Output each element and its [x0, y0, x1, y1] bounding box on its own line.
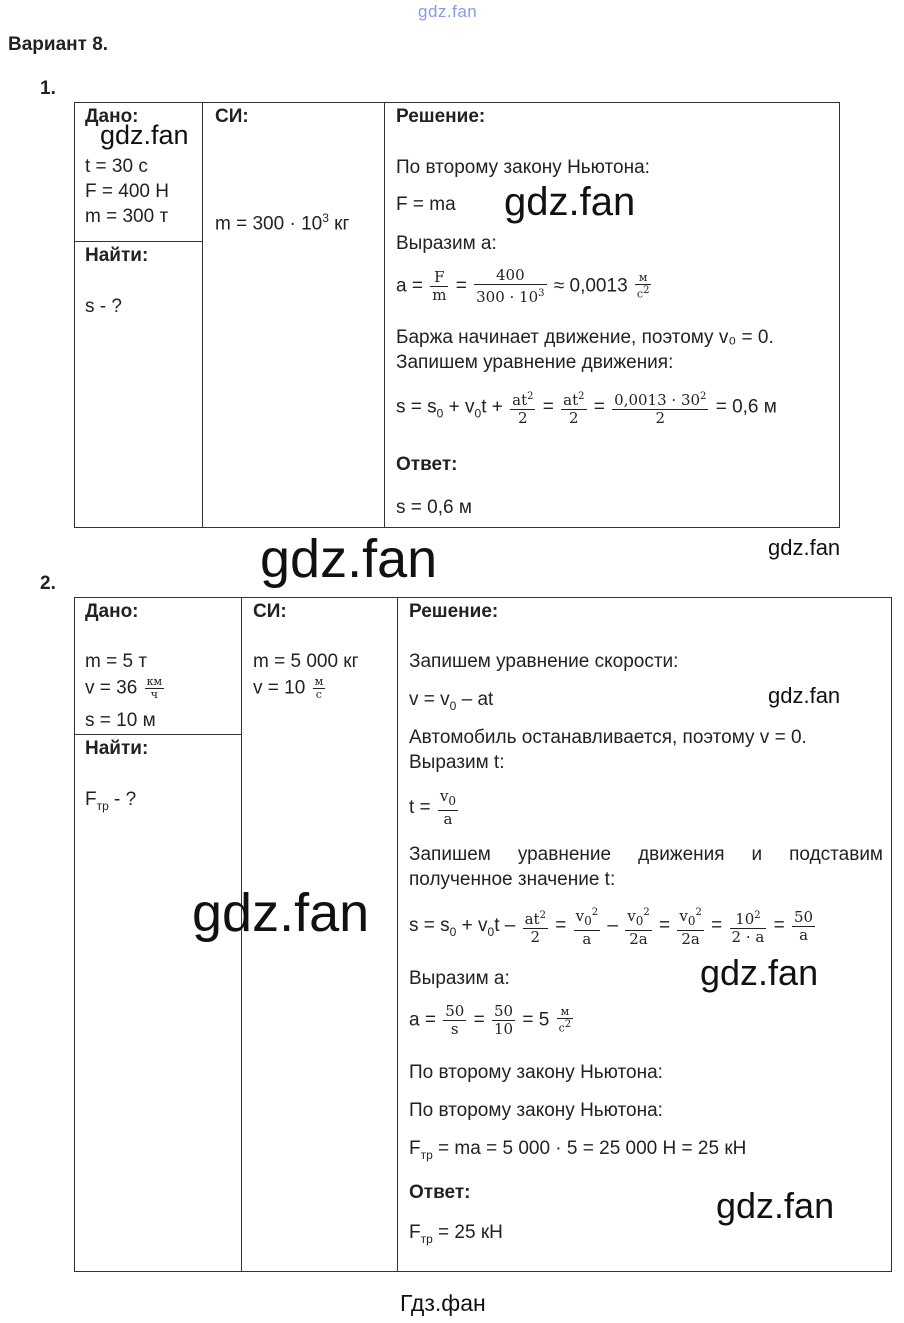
answer-value: s = 0,6 м: [396, 497, 472, 518]
given-value: v = 36 $\frac{км}{ч}$: [85, 675, 163, 701]
si-value: m = 5 000 кг: [253, 651, 359, 672]
solution-header: Решение:: [396, 106, 486, 127]
watermark-top: gdz.fan: [418, 2, 478, 21]
solution-line: Баржа начинает движение, поэтому v₀ = 0.: [396, 327, 774, 348]
given-value: s = 10 м: [85, 710, 156, 731]
problem-2-number: 2.: [40, 573, 56, 594]
footer-watermark: Гдз.фан: [400, 1290, 486, 1316]
watermark: gdz.fan: [716, 1185, 835, 1226]
find-header: Найти:: [85, 738, 149, 759]
formula-motion: $s = s_0 + v_0t$ – $\frac{at^2}{2}$ = $\frac{v_0^2}{a}$ – $\frac{v_0^2}{2a}$ = $\frac{v_0^2}{2a}$ = $\frac{10^2}{2 \cdot a}$ = $\frac{50}{a}$: [409, 904, 817, 948]
answer-header: Ответ:: [396, 454, 458, 475]
watermark: gdz.fan: [768, 683, 841, 708]
formula-acceleration: a = $\frac{F}{m}$ = $\frac{400}{300 \cdot 10^3}$ ≈ 0,0013 $\frac{м}{с^2}$: [396, 266, 650, 306]
formula-motion: $s = s_0 + v_0t$ + $\frac{at^2}{2}$ = $\frac{at^2}{2}$ = $\frac{0,0013 \cdot 30^2}{2}$ = 0,6 м: [396, 388, 777, 427]
find-value: s - ?: [85, 296, 122, 317]
given-value: t = 30 с: [85, 156, 148, 177]
formula-time: t = $\frac{v_0}{a}$: [409, 787, 457, 828]
watermark: gdz.fan: [768, 535, 841, 560]
solution-line: $F_{тр}$ = ma = 5 000 · 5 = 25 000 Н = 25 кН: [409, 1138, 747, 1162]
solution-line: F = ma: [396, 194, 456, 215]
answer-header: Ответ:: [409, 1182, 471, 1203]
given-header: Дано:: [85, 601, 139, 622]
solution-header: Решение:: [409, 601, 499, 622]
formula-acceleration: a = $\frac{50}{s}$ = $\frac{50}{10}$ = 5 $\frac{м}{с^2}$: [409, 1002, 572, 1038]
find-header: Найти:: [85, 245, 149, 266]
variant-title: Вариант 8.: [8, 34, 109, 55]
si-header: СИ:: [253, 601, 287, 622]
solution-line: Автомобиль останавливается, поэтому v = 0.: [409, 727, 807, 748]
problem-1-number: 1.: [40, 78, 56, 99]
solution-line: Выразим a:: [396, 233, 497, 254]
solution-line: По второму закону Ньютона:: [396, 157, 650, 178]
solution-line: Выразим t:: [409, 752, 505, 773]
solution-line: Запишем уравнение движения и подставим: [409, 844, 883, 865]
solution-line: $v = v_0$ – at: [409, 689, 494, 713]
watermark: gdz.fan: [700, 952, 819, 993]
given-value: m = 5 т: [85, 651, 148, 672]
given-header: Дано:: [85, 106, 139, 127]
watermark: gdz.fan: [504, 180, 636, 224]
solution-line: Запишем уравнение скорости:: [409, 651, 679, 672]
solution-line: полученное значение t:: [409, 869, 616, 890]
solution-line: Выразим a:: [409, 968, 510, 989]
find-value: $F_{тр}$ - ?: [85, 789, 137, 813]
solution-line: Запишем уравнение движения:: [396, 352, 674, 373]
given-value: m = 300 т: [85, 206, 169, 227]
watermark: gdz.fan: [260, 529, 438, 589]
problem-1-table: [74, 102, 840, 528]
si-value: v = 10 $\frac{м}{с}$: [253, 675, 324, 701]
solution-line: По второму закону Ньютона:: [409, 1100, 663, 1121]
si-value: $m = 300 \cdot 10^3$ кг: [215, 211, 350, 235]
si-header: СИ:: [215, 106, 249, 127]
answer-value: $F_{тр} = 25$ кН: [409, 1222, 503, 1246]
watermark: gdz.fan: [100, 120, 189, 150]
solution-line: По второму закону Ньютона:: [409, 1062, 663, 1083]
given-value: F = 400 Н: [85, 181, 169, 202]
watermark: gdz.fan: [192, 883, 370, 943]
